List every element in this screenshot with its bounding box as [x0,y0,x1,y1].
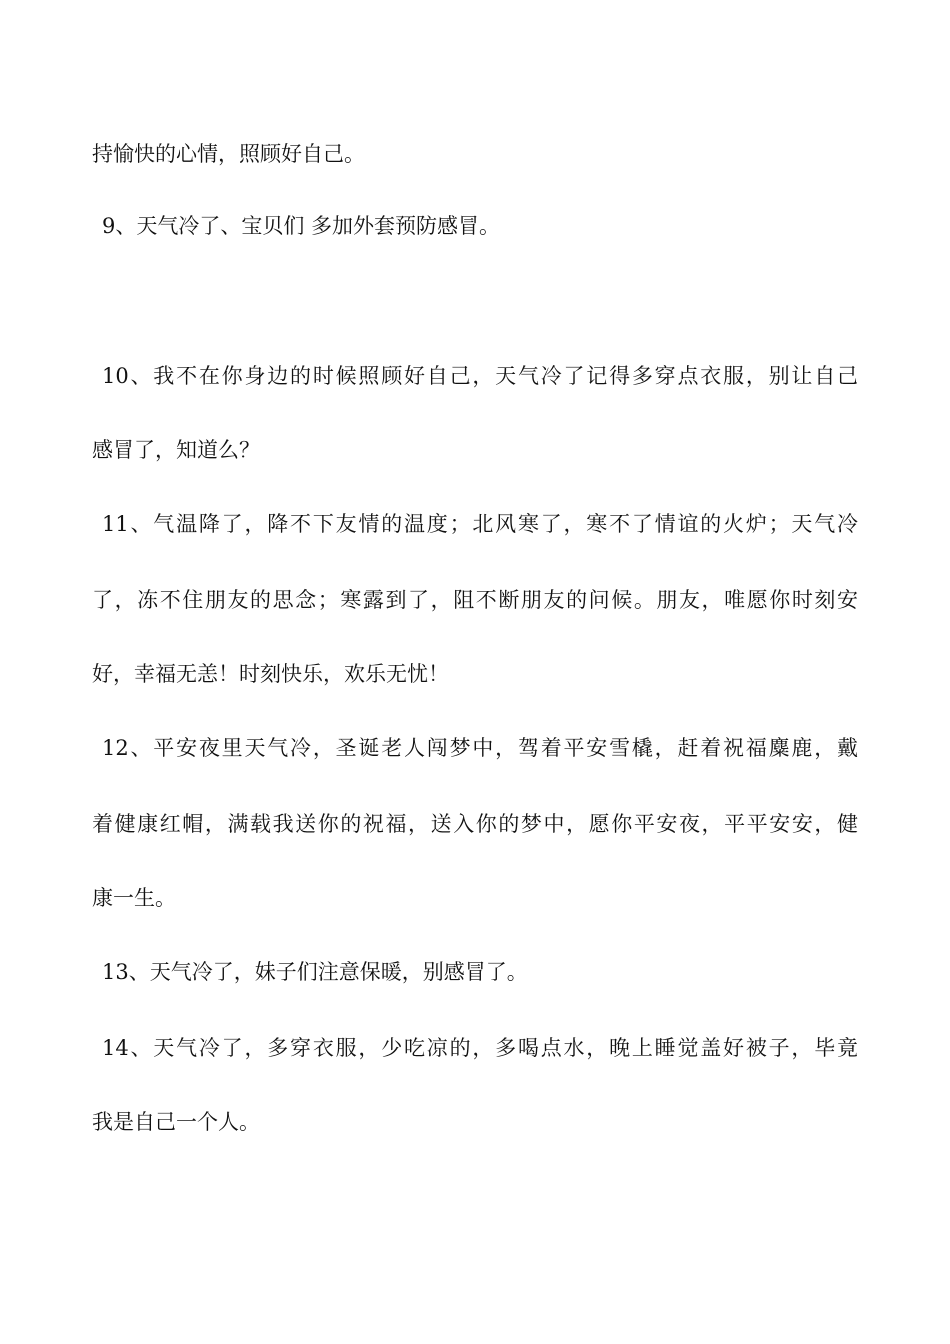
text-line-11: 13、天气冷了，妹子们注意保暖，别感冒了。 [102,960,528,984]
text-line-3: 10、我不在你身边的时候照顾好自己，天气冷了记得多穿点衣服，别让自己 [102,364,858,388]
text-line-5: 11、气温降了，降不下友情的温度；北风寒了，寒不了情谊的火炉；天气冷 [102,512,858,536]
text-line-10: 康一生。 [92,886,176,910]
text-line-12: 14、天气冷了，多穿衣服，少吃凉的，多喝点水，晚上睡觉盖好被子，毕竟 [102,1036,858,1060]
text-line-2: 9、天气冷了、宝贝们 多加外套预防感冒。 [102,214,501,238]
text-line-9: 着健康红帽，满载我送你的祝福，送入你的梦中，愿你平安夜，平平安安，健 [92,812,858,836]
text-line-6: 了，冻不住朋友的思念；寒露到了，阻不断朋友的问候。朋友，唯愿你时刻安 [92,588,858,612]
text-line-7: 好，幸福无恙！时刻快乐，欢乐无忧！ [92,662,449,686]
text-line-8: 12、平安夜里天气冷，圣诞老人闯梦中，驾着平安雪橇，赶着祝福麋鹿，戴 [102,736,858,760]
text-line-1: 持愉快的心情，照顾好自己。 [92,142,365,166]
text-line-4: 感冒了，知道么？ [92,438,260,462]
text-line-13: 我是自己一个人。 [92,1110,260,1134]
